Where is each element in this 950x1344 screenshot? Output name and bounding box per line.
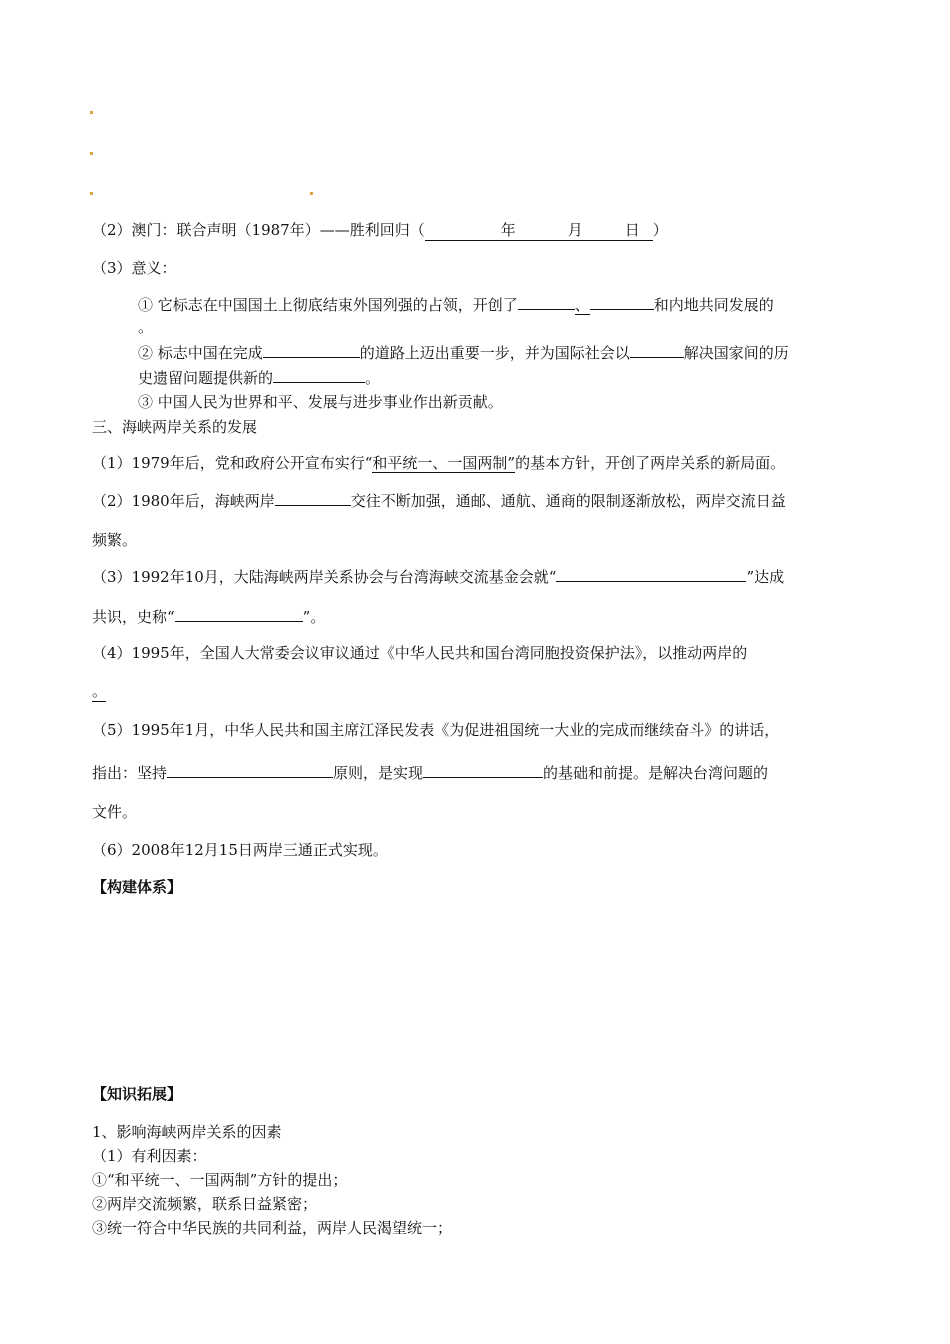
i1-text-a: （1）1979年后，党和政府公开宣布实行“ xyxy=(92,454,373,472)
i5-blank-2 xyxy=(423,762,543,778)
i3-text-b: ”达成 xyxy=(746,568,785,586)
section3-item3 xyxy=(92,566,784,587)
macau-line xyxy=(92,220,668,241)
i5-blank-1 xyxy=(167,762,333,778)
macau-year: 年 xyxy=(500,221,516,239)
p2-blank-2 xyxy=(630,342,684,358)
extension-f3: ③统一符合中华民族的共同利益，两岸人民渴望统一； xyxy=(92,1219,453,1237)
p2-blank-3 xyxy=(273,367,365,383)
significance-p1-end: 。 xyxy=(138,318,154,336)
i3-text-d: ”。 xyxy=(302,608,326,626)
extension-f1: ①“和平统一、一国两制”方针的提出； xyxy=(92,1171,348,1189)
i2-text-b: 交往不断加强，通邮、通航、通商的限制逐渐放松，两岸交流日益 xyxy=(350,492,786,510)
macau-suffix: ） xyxy=(652,221,668,239)
marker-dot xyxy=(90,192,93,195)
i2-text-a: （2）1980年后，海峡两岸 xyxy=(92,492,275,510)
section3-item4: （4）1995年，全国人大常委会议审议通过《中华人民共和国台湾同胞投资保护法》，以推动两岸的 xyxy=(92,644,748,662)
i3-blank-2 xyxy=(175,606,303,622)
extension-f2: ②两岸交流频繁，联系日益紧密； xyxy=(92,1195,318,1213)
p1-text-b: 和内地共同发展的 xyxy=(653,296,774,314)
section3-item6: （6）2008年12月15日两岸三通正式实现。 xyxy=(92,841,388,859)
macau-date-blank xyxy=(425,220,653,241)
section3-title: 三、海峡两岸关系的发展 xyxy=(92,418,258,436)
p2-blank-1 xyxy=(263,342,360,358)
section3-item5: （5）1995年1月，中华人民共和国主席江泽民发表《为促进祖国统一大业的完成而继续奋斗》的讲话， xyxy=(92,721,780,739)
i5-text-c: 原则，是实现 xyxy=(333,764,424,782)
system-heading: 【构建体系】 xyxy=(92,878,183,896)
section3-item5-end: 文件。 xyxy=(92,803,138,821)
marker-dot xyxy=(90,152,93,155)
i5-text-d: 的基础和前提。是解决台湾问题的 xyxy=(543,764,769,782)
p2-text-d: 史遗留问题提供新的 xyxy=(138,369,274,387)
marker-dot xyxy=(90,111,93,114)
extension-favorable: （1）有利因素： xyxy=(92,1147,207,1165)
i3-blank-1 xyxy=(556,566,746,582)
i4-end: 。 xyxy=(92,682,108,700)
significance-p2-cont xyxy=(138,367,380,388)
section3-item2 xyxy=(92,490,786,511)
p1-text-a: ① 它标志在中国国土上彻底结束外国列强的占领，开创了 xyxy=(138,296,518,314)
p2-end: 。 xyxy=(365,369,381,387)
p2-text-c: 解决国家间的历 xyxy=(683,344,789,362)
i3-text-c: 共识，史称“ xyxy=(92,608,175,626)
p2-text-a: ② 标志中国在完成 xyxy=(138,344,263,362)
i1-text-b: 的基本方针，开创了两岸关系的新局面。 xyxy=(515,454,786,472)
section3-item4-cont xyxy=(92,681,106,702)
i5-text-b: 指出：坚持 xyxy=(92,764,168,782)
i2-blank xyxy=(275,490,351,506)
section3-item1 xyxy=(92,453,785,473)
significance-p3: ③ 中国人民为世界和平、发展与进步事业作出新贡献。 xyxy=(138,393,503,411)
macau-day: 日 xyxy=(624,221,640,239)
significance-p1 xyxy=(138,294,774,315)
i1-policy: 和平统一、一国两制” xyxy=(372,454,516,472)
significance-title: （3）意义： xyxy=(92,259,177,277)
section3-item3-cont xyxy=(92,606,325,627)
section3-item5-cont xyxy=(92,762,768,783)
section3-item2-cont: 频繁。 xyxy=(92,531,138,549)
significance-p2 xyxy=(138,342,789,363)
p1-blank-1 xyxy=(518,294,575,310)
marker-dot xyxy=(310,192,313,195)
i3-text-a: （3）1992年10月，大陆海峡两岸关系协会与台湾海峡交流基金会就“ xyxy=(92,568,557,586)
p1-separator: 、 xyxy=(574,296,590,314)
macau-prefix: （2）澳门：联合声明（1987年）——胜利回归（ xyxy=(92,221,425,239)
p1-blank-2 xyxy=(590,294,654,310)
extension-q1: 1、影响海峡两岸关系的因素 xyxy=(92,1123,282,1141)
macau-month: 月 xyxy=(567,221,583,239)
p2-text-b: 的道路上迈出重要一步，并为国际社会以 xyxy=(359,344,630,362)
extension-heading: 【知识拓展】 xyxy=(92,1085,183,1103)
